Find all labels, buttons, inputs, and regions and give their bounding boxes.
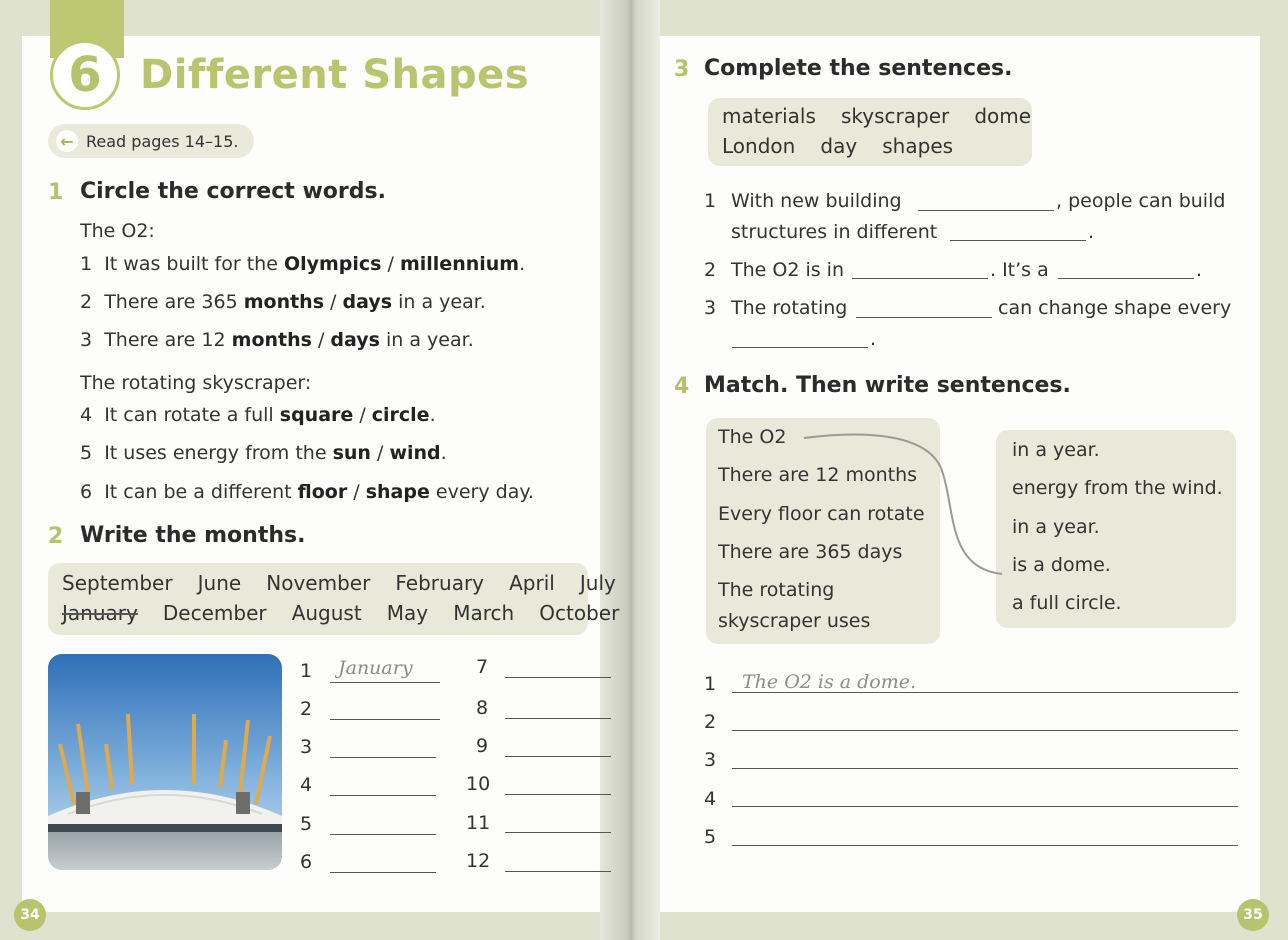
answer-line[interactable]	[330, 834, 436, 835]
ex3-sentence-2-a: The O2 is in	[731, 259, 844, 281]
answer-number: 3	[704, 749, 717, 771]
blank-line[interactable]	[852, 278, 988, 279]
page-number-left: 34	[14, 899, 46, 931]
crossed-month: January	[62, 601, 138, 625]
exercise-4-number: 4	[674, 374, 690, 399]
arrow-left-icon: ←	[56, 130, 78, 152]
answer-number: 11	[466, 812, 491, 834]
answer-number: 1	[300, 660, 313, 682]
choice-b[interactable]: millennium	[399, 253, 520, 275]
choice-b[interactable]: shape	[365, 481, 430, 503]
match-right-item[interactable]: a full circle.	[1012, 592, 1122, 614]
handwritten-answer: The O2 is a dome.	[742, 671, 917, 693]
word-box	[708, 98, 1032, 166]
answer-number: 1	[704, 673, 717, 695]
choice-a[interactable]: sun	[332, 442, 371, 464]
read-pages-note	[48, 124, 254, 158]
choice-b[interactable]: days	[342, 291, 393, 313]
answer-line[interactable]	[330, 757, 436, 758]
choice-b[interactable]: days	[330, 329, 380, 351]
exercise-4-title: Match. Then write sentences.	[704, 373, 1071, 398]
handwritten-answer: January	[338, 657, 413, 679]
exercise-3-title: Complete the sentences.	[704, 56, 1013, 81]
answer-line[interactable]	[330, 682, 440, 683]
exercise-2-title: Write the months.	[80, 523, 306, 548]
ex1-item: 3 There are 12 months / days in a year.	[80, 329, 474, 351]
answer-number: 6	[300, 851, 313, 873]
answer-number: 2	[704, 711, 717, 733]
blank-line[interactable]	[918, 210, 1054, 211]
ex1-item: 6 It can be a different floor / shape every day.	[80, 481, 534, 503]
ex3-sentence-3-c: .	[870, 328, 877, 350]
choice-b[interactable]: wind	[389, 442, 441, 464]
page-number-right: 35	[1237, 899, 1269, 931]
group-label-o2: The O2:	[80, 220, 155, 242]
exercise-1-title: Circle the correct words.	[80, 179, 386, 204]
choice-a[interactable]: months	[243, 291, 325, 313]
answer-number: 3	[300, 736, 313, 758]
choice-a[interactable]: floor	[297, 481, 348, 503]
answer-number: 5	[704, 826, 717, 848]
choice-a[interactable]: months	[231, 329, 312, 351]
match-right-item[interactable]: energy from the wind.	[1012, 477, 1223, 499]
blank-line[interactable]	[856, 317, 992, 318]
answer-line[interactable]	[732, 806, 1238, 807]
ex3-sentence-1-d: .	[1088, 221, 1095, 243]
ex1-item: 1 It was built for the Olympics / millennium.	[80, 253, 526, 275]
blank-line[interactable]	[732, 347, 868, 348]
exercise-2-number: 2	[48, 524, 64, 549]
answer-line[interactable]	[330, 872, 436, 873]
word-row-1: materials skyscraper dome	[722, 104, 1032, 128]
answer-number: 9	[476, 735, 489, 757]
ex3-sentence-3-a: The rotating	[731, 297, 848, 319]
match-left-item[interactable]: There are 12 months	[718, 464, 918, 486]
answer-line[interactable]	[505, 718, 611, 719]
ex3-sentence-1-b: , people can build	[1056, 190, 1226, 212]
answer-line[interactable]	[505, 677, 611, 678]
match-left-item[interactable]: Every floor can rotate	[718, 503, 925, 525]
answer-number: 4	[300, 774, 313, 796]
read-pages-label: Read pages 14–15.	[86, 131, 239, 151]
answer-line[interactable]	[732, 730, 1238, 731]
page-title: Different Shapes	[140, 52, 530, 98]
exercise-1-number: 1	[48, 180, 64, 205]
book-gutter	[600, 0, 660, 940]
ex3-sentence-1-num: 1	[704, 190, 717, 212]
answer-number: 10	[466, 773, 491, 795]
match-left-item[interactable]: There are 365 days	[718, 541, 903, 563]
answer-number: 8	[476, 697, 489, 719]
month-row-2: January December August May March October	[62, 601, 620, 625]
choice-a[interactable]: square	[279, 404, 354, 426]
answer-line[interactable]	[505, 832, 611, 833]
match-right-item[interactable]: in a year.	[1012, 516, 1100, 538]
answer-number: 2	[300, 698, 313, 720]
match-connector-line	[796, 428, 1010, 578]
answer-number: 5	[300, 813, 313, 835]
month-word-box	[48, 563, 620, 635]
o2-dome-photo	[48, 654, 282, 870]
choice-a[interactable]: Olympics	[283, 253, 382, 275]
match-left-item[interactable]: The O2	[718, 426, 787, 448]
ex3-sentence-2-b: . It’s a	[990, 259, 1049, 281]
answer-line[interactable]	[330, 795, 436, 796]
ex3-sentence-3-b: can change shape every	[998, 297, 1232, 319]
match-left-item[interactable]: The rotating	[718, 579, 835, 601]
word-row-2: London day shapes	[722, 134, 954, 158]
ex3-sentence-1-c: structures in different	[731, 221, 938, 243]
group-label-skyscraper: The rotating skyscraper:	[80, 372, 312, 394]
answer-line[interactable]	[505, 871, 611, 872]
ex3-sentence-1-a: With new building	[731, 190, 902, 212]
answer-line[interactable]	[505, 756, 611, 757]
ex3-sentence-2-num: 2	[704, 259, 717, 281]
choice-b[interactable]: circle	[371, 404, 430, 426]
month-row-1: September June November February April July	[62, 571, 616, 595]
match-right-item[interactable]: is a dome.	[1012, 554, 1111, 576]
answer-number: 7	[476, 656, 489, 678]
exercise-3-number: 3	[674, 57, 690, 82]
ex1-item: 4 It can rotate a full square / circle.	[80, 404, 436, 426]
answer-line[interactable]	[330, 719, 440, 720]
ex3-sentence-2-c: .	[1196, 259, 1203, 281]
answer-number: 12	[466, 850, 491, 872]
ex1-item: 5 It uses energy from the sun / wind.	[80, 442, 447, 464]
match-left-item[interactable]: skyscraper uses	[718, 610, 871, 632]
answer-line[interactable]	[505, 794, 611, 795]
ex1-item: 2 There are 365 months / days in a year.	[80, 291, 486, 313]
unit-number: 6	[50, 40, 120, 110]
answer-line[interactable]	[732, 845, 1238, 846]
ex3-sentence-3-num: 3	[704, 297, 717, 319]
blank-line[interactable]	[1058, 278, 1194, 279]
match-right-item[interactable]: in a year.	[1012, 439, 1100, 461]
blank-line[interactable]	[950, 240, 1086, 241]
answer-line[interactable]	[732, 768, 1238, 769]
answer-number: 4	[704, 788, 717, 810]
